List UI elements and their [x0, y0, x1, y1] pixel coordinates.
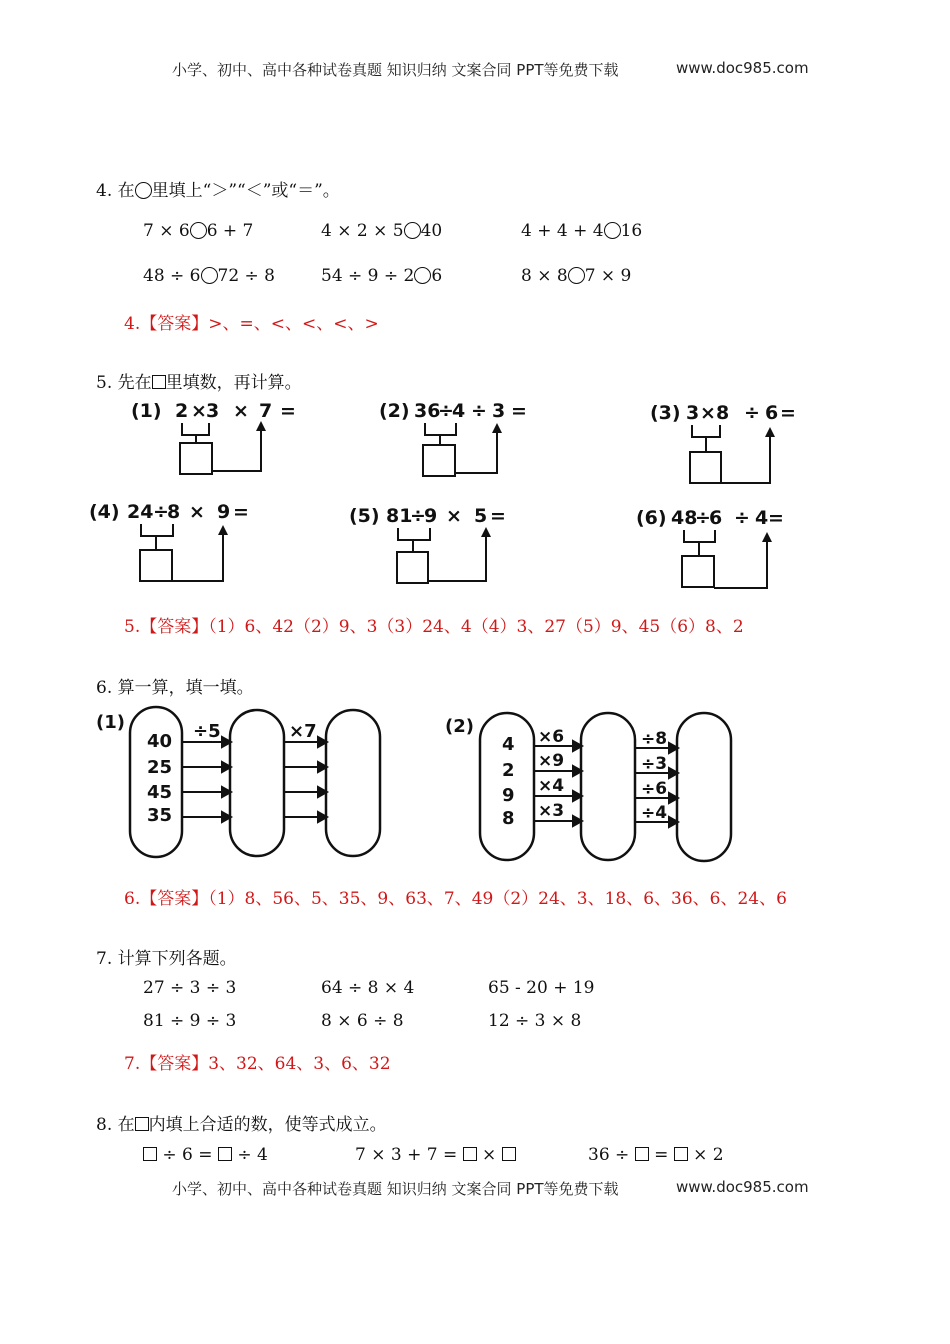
svg-text:40: 40 — [147, 731, 173, 752]
answer-box — [397, 552, 428, 583]
svg-text:÷: ÷ — [153, 501, 169, 523]
svg-text:=: = — [280, 400, 296, 422]
header-url: www.doc985.com — [676, 59, 809, 77]
svg-text:÷: ÷ — [410, 505, 426, 527]
svg-text:=: = — [490, 505, 506, 527]
svg-text:×: × — [189, 501, 205, 523]
answer-box — [682, 556, 714, 587]
q8-eq-1: ÷ 6 = ÷ 4 — [143, 1145, 268, 1165]
oval-mid — [581, 713, 635, 860]
svg-text:(2): (2) — [445, 716, 474, 737]
q7-item-1: 27 ÷ 3 ÷ 3 — [143, 978, 237, 998]
square-blank — [463, 1147, 477, 1161]
svg-text:=: = — [511, 400, 527, 422]
svg-text:4: 4 — [452, 400, 466, 422]
q6-answer: 6.【答案】（1）8、56、5、35、9、63、7、49（2）24、3、18、6、36、6、24、6 — [124, 889, 787, 909]
svg-text:÷: ÷ — [734, 507, 750, 529]
svg-text:6: 6 — [709, 507, 723, 529]
svg-text:(5): (5) — [349, 505, 380, 527]
svg-text:45: 45 — [147, 782, 173, 803]
oval-out — [326, 710, 380, 856]
svg-text:=: = — [780, 402, 796, 424]
q7-item-5: 8 × 6 ÷ 8 — [321, 1011, 404, 1031]
answer-box — [690, 452, 721, 483]
svg-text:×: × — [700, 402, 716, 424]
svg-text:(4): (4) — [89, 501, 120, 523]
circle-blank — [135, 182, 152, 199]
svg-text:4: 4 — [502, 734, 515, 755]
svg-text:÷6: ÷6 — [641, 779, 668, 799]
q4-item-3: 4 + 4 + 4 16 — [521, 221, 643, 241]
q5-problem-4 — [89, 501, 249, 581]
svg-text:÷: ÷ — [471, 400, 487, 422]
svg-text:=: = — [768, 507, 784, 529]
q4-item-1: 7 × 6 6 + 7 — [143, 221, 254, 241]
svg-text:3: 3 — [206, 400, 220, 422]
svg-text:8: 8 — [167, 501, 181, 523]
svg-text:×4: ×4 — [538, 776, 565, 796]
q5-problem-2 — [379, 400, 527, 476]
q7-item-4: 81 ÷ 9 ÷ 3 — [143, 1011, 237, 1031]
svg-text:×: × — [446, 505, 462, 527]
q4-answer: 4.【答案】>、=、<、<、<、> — [124, 314, 379, 334]
footer-url: www.doc985.com — [676, 1178, 809, 1196]
svg-text:2: 2 — [175, 400, 189, 422]
svg-text:÷: ÷ — [438, 400, 454, 422]
q6-diagrams — [0, 700, 950, 870]
svg-text:8: 8 — [502, 808, 515, 829]
svg-text:7: 7 — [259, 400, 273, 422]
svg-text:×9: ×9 — [538, 751, 565, 771]
svg-text:9: 9 — [217, 501, 231, 523]
q4-item-4: 48 ÷ 6 72 ÷ 8 — [143, 266, 275, 286]
svg-text:2: 2 — [502, 760, 515, 781]
q6-title: 6. 算一算，填一填。 — [96, 678, 254, 698]
q4-title: 4. 在 里填上“＞”“＜”或“＝”。 — [96, 181, 340, 201]
svg-text:24: 24 — [127, 501, 154, 523]
svg-text:3: 3 — [492, 400, 506, 422]
circle-blank — [568, 267, 585, 284]
square-blank — [674, 1147, 688, 1161]
answer-box — [140, 550, 172, 581]
square-blank — [635, 1147, 649, 1161]
square-blank — [502, 1147, 516, 1161]
q5-problem-5 — [349, 505, 506, 583]
oval-out — [677, 713, 731, 861]
q7-item-6: 12 ÷ 3 × 8 — [488, 1011, 582, 1031]
q7-item-2: 64 ÷ 8 × 4 — [321, 978, 415, 998]
square-blank — [135, 1117, 149, 1131]
svg-text:81: 81 — [386, 505, 413, 527]
svg-text:48: 48 — [671, 507, 698, 529]
circle-blank — [201, 267, 218, 284]
svg-text:5: 5 — [474, 505, 488, 527]
svg-text:4: 4 — [755, 507, 769, 529]
svg-text:35: 35 — [147, 805, 173, 826]
q5-problem-1 — [131, 400, 296, 474]
square-blank — [143, 1147, 157, 1161]
svg-text:×3: ×3 — [538, 801, 565, 821]
q5-problem-6 — [636, 507, 784, 588]
q6-part-2 — [445, 713, 731, 861]
svg-text:(1): (1) — [96, 712, 125, 733]
circle-blank — [414, 267, 431, 284]
svg-text:÷8: ÷8 — [641, 729, 668, 749]
svg-text:3: 3 — [686, 402, 700, 424]
square-blank — [218, 1147, 232, 1161]
svg-text:6: 6 — [765, 402, 779, 424]
q5-title: 5. 先在 里填数，再计算。 — [96, 373, 302, 393]
q8-title: 8. 在 内填上合适的数，使等式成立。 — [96, 1115, 387, 1135]
svg-text:÷: ÷ — [744, 402, 760, 424]
q4-item-5: 54 ÷ 9 ÷ 2 6 — [321, 266, 443, 286]
q7-title: 7. 计算下列各题。 — [96, 949, 237, 969]
svg-text:(1): (1) — [131, 400, 162, 422]
svg-text:=: = — [233, 501, 249, 523]
q4-item-6: 8 × 8 7 × 9 — [521, 266, 632, 286]
q7-answer: 7.【答案】3、32、64、3、6、32 — [124, 1054, 391, 1074]
q5-answer: 5.【答案】（1）6、42（2）9、3（3）24、4（4）3、27（5）9、45（6）8、2 — [124, 617, 744, 637]
svg-text:9: 9 — [424, 505, 438, 527]
svg-text:(3): (3) — [650, 402, 681, 424]
footer-text: 小学、初中、高中各种试卷真题 知识归纳 文案合同 PPT等免费下载 — [172, 1180, 619, 1198]
svg-text:×7: ×7 — [289, 721, 317, 742]
q4-item-2: 4 × 2 × 5 40 — [321, 221, 443, 241]
svg-text:÷5: ÷5 — [193, 721, 221, 742]
q8-eq-3: 36 ÷ = × 2 — [588, 1145, 724, 1165]
q7-item-3: 65 - 20 + 19 — [488, 978, 595, 998]
svg-text:8: 8 — [716, 402, 730, 424]
q5-diagrams — [0, 395, 950, 605]
square-blank — [152, 375, 166, 389]
svg-text:25: 25 — [147, 757, 173, 778]
circle-blank — [190, 222, 207, 239]
q6-part-1 — [96, 707, 380, 857]
answer-box — [423, 445, 455, 476]
answer-box — [180, 443, 212, 474]
svg-text:÷4: ÷4 — [641, 803, 668, 823]
circle-blank — [604, 222, 621, 239]
oval-mid — [230, 710, 284, 856]
svg-text:÷3: ÷3 — [641, 754, 668, 774]
svg-text:36: 36 — [414, 400, 441, 422]
q5-problem-3 — [650, 402, 796, 483]
svg-text:×: × — [191, 400, 207, 422]
svg-text:(6): (6) — [636, 507, 667, 529]
svg-text:9: 9 — [502, 785, 515, 806]
svg-text:×: × — [233, 400, 249, 422]
circle-blank — [404, 222, 421, 239]
header-text: 小学、初中、高中各种试卷真题 知识归纳 文案合同 PPT等免费下载 — [172, 61, 619, 79]
svg-text:÷: ÷ — [695, 507, 711, 529]
svg-text:(2): (2) — [379, 400, 410, 422]
q8-eq-2: 7 × 3 + 7 = × — [355, 1145, 516, 1165]
svg-text:×6: ×6 — [538, 727, 565, 747]
